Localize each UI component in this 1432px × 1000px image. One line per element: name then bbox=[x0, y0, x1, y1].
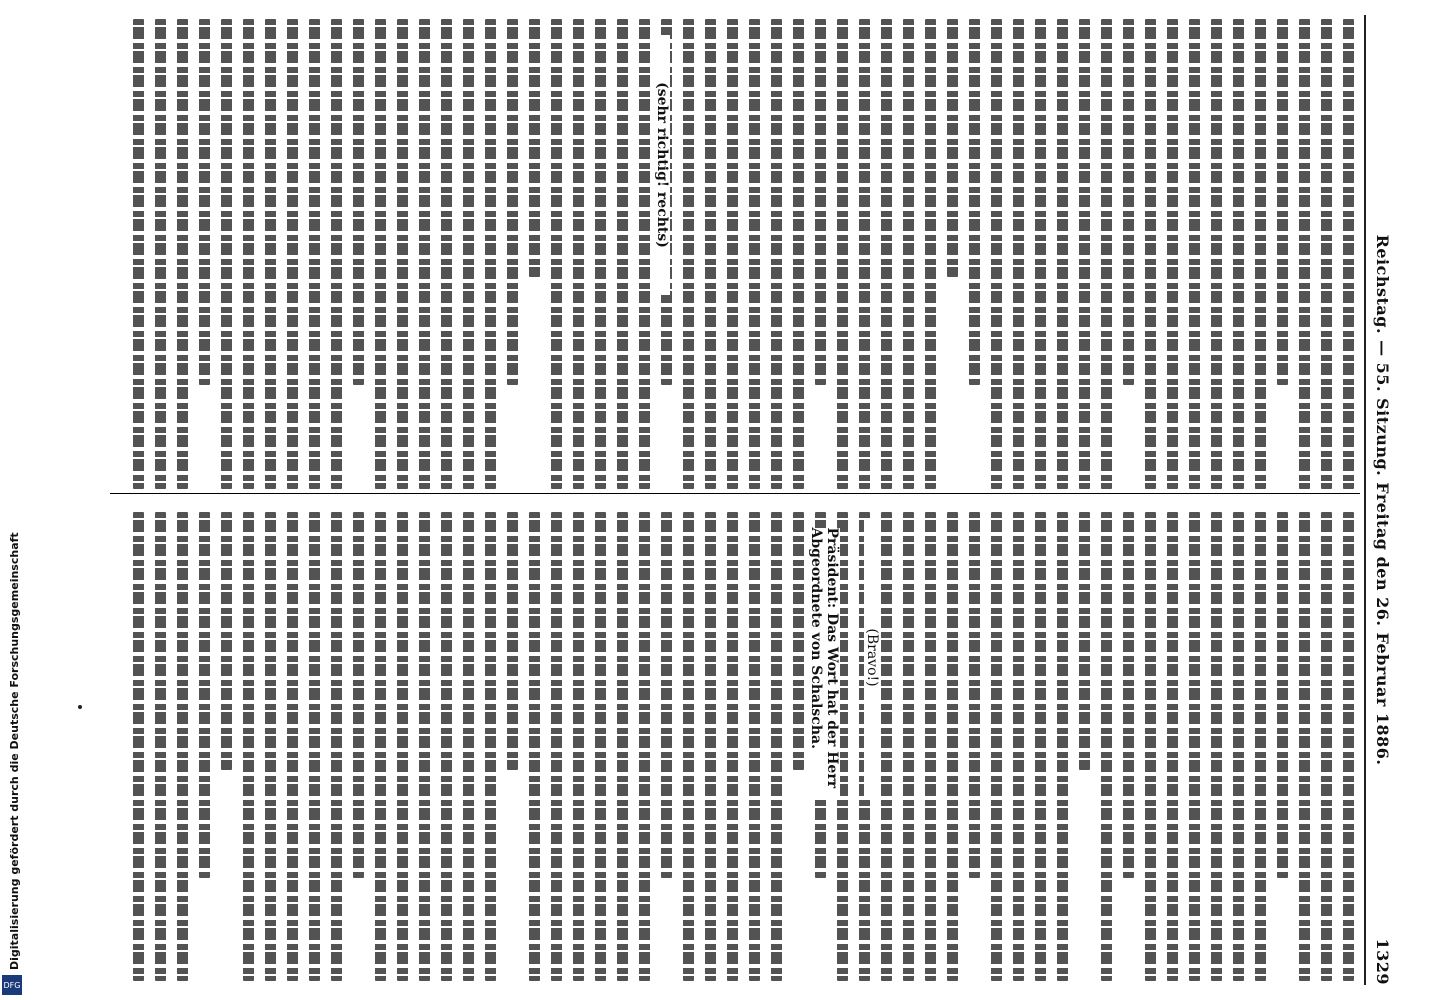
text-line bbox=[925, 512, 936, 982]
text-line bbox=[881, 19, 892, 489]
text-line bbox=[419, 512, 430, 982]
text-line bbox=[287, 19, 298, 489]
text-line bbox=[551, 512, 562, 982]
rotated-content bbox=[100, 15, 1400, 985]
text-line bbox=[1321, 512, 1332, 982]
page-number: 1329 bbox=[1373, 938, 1393, 985]
text-line bbox=[463, 19, 474, 489]
text-columns bbox=[110, 15, 1360, 985]
text-line bbox=[815, 19, 826, 385]
dfg-logo: DFG bbox=[2, 975, 22, 995]
text-line bbox=[771, 512, 782, 982]
text-line bbox=[1145, 19, 1156, 489]
text-line bbox=[1255, 19, 1266, 489]
text-line bbox=[617, 512, 628, 982]
text-line bbox=[529, 512, 540, 982]
text-line bbox=[155, 19, 166, 489]
text-line bbox=[639, 512, 650, 982]
text-line bbox=[441, 512, 452, 982]
scanned-page bbox=[100, 14, 1400, 986]
text-line bbox=[397, 512, 408, 982]
text-line bbox=[199, 19, 210, 385]
text-line bbox=[837, 19, 848, 489]
text-line bbox=[1277, 19, 1288, 385]
text-line bbox=[1079, 19, 1090, 489]
text-line bbox=[177, 512, 188, 982]
text-line bbox=[1189, 512, 1200, 982]
text-line bbox=[617, 19, 628, 489]
text-line bbox=[573, 512, 584, 982]
text-line bbox=[903, 19, 914, 489]
text-line bbox=[1321, 19, 1332, 489]
text-line bbox=[771, 19, 782, 489]
text-line bbox=[331, 19, 342, 489]
text-line bbox=[1189, 19, 1200, 489]
column-right bbox=[110, 508, 1360, 986]
text-line bbox=[991, 19, 1002, 489]
text-line bbox=[573, 19, 584, 489]
text-line bbox=[133, 19, 144, 489]
text-line bbox=[353, 512, 364, 878]
page-header bbox=[1364, 15, 1400, 985]
text-line bbox=[287, 512, 298, 982]
text-line bbox=[705, 512, 716, 982]
text-line bbox=[199, 512, 210, 878]
text-line bbox=[705, 19, 716, 489]
text-line bbox=[1167, 19, 1178, 489]
text-line bbox=[1167, 512, 1178, 982]
text-line bbox=[1101, 512, 1112, 982]
text-line bbox=[991, 512, 1002, 982]
text-line bbox=[221, 19, 232, 489]
text-line bbox=[177, 19, 188, 489]
text-line bbox=[463, 512, 474, 982]
text-line bbox=[1035, 512, 1046, 982]
text-line bbox=[727, 512, 738, 982]
text-line bbox=[749, 19, 760, 489]
text-line bbox=[1299, 512, 1310, 982]
text-line bbox=[309, 19, 320, 489]
text-line bbox=[507, 19, 518, 385]
header-title: Reichstag. — 55. Sitzung. Freitag den 26. Februar 1886. bbox=[1373, 234, 1393, 766]
text-line bbox=[1211, 512, 1222, 982]
text-line bbox=[331, 512, 342, 982]
text-line bbox=[133, 512, 144, 982]
text-line bbox=[1057, 512, 1068, 982]
text-line bbox=[639, 19, 650, 489]
text-line bbox=[309, 512, 320, 982]
text-line bbox=[485, 512, 496, 982]
text-line bbox=[1101, 19, 1112, 489]
text-line bbox=[221, 512, 232, 770]
scan-speck bbox=[78, 705, 82, 709]
text-line bbox=[1035, 19, 1046, 489]
text-line bbox=[793, 19, 804, 489]
text-line bbox=[727, 19, 738, 489]
text-line bbox=[969, 512, 980, 878]
text-line bbox=[485, 19, 496, 489]
text-line bbox=[1013, 512, 1024, 982]
text-line bbox=[1145, 512, 1156, 982]
text-line bbox=[1343, 19, 1354, 489]
text-line bbox=[925, 19, 936, 489]
text-line bbox=[529, 19, 540, 277]
text-line bbox=[661, 512, 672, 878]
president-speech: Präsident: Das Wort hat der Herr Abgeordnete von Schalscha. bbox=[808, 528, 840, 798]
text-line bbox=[1211, 19, 1222, 489]
text-line bbox=[1123, 19, 1134, 385]
text-line bbox=[397, 19, 408, 489]
bravo-note: (Bravo!) bbox=[864, 518, 880, 798]
text-line bbox=[1277, 512, 1288, 878]
text-line bbox=[375, 19, 386, 489]
text-line bbox=[595, 512, 606, 982]
text-line bbox=[683, 19, 694, 489]
text-line bbox=[375, 512, 386, 982]
text-line bbox=[1233, 512, 1244, 982]
text-line bbox=[683, 512, 694, 982]
text-line bbox=[1255, 512, 1266, 982]
text-line bbox=[947, 512, 958, 982]
text-line bbox=[155, 512, 166, 982]
text-line bbox=[1079, 512, 1090, 770]
text-line bbox=[419, 19, 430, 489]
text-line bbox=[265, 19, 276, 489]
text-line bbox=[265, 512, 276, 982]
text-line bbox=[1233, 19, 1244, 489]
text-line bbox=[947, 19, 958, 277]
text-line bbox=[243, 512, 254, 982]
text-line bbox=[243, 19, 254, 489]
digitization-note: Digitalisierung gefördert durch die Deutsche Forschungsgemeinschaft bbox=[8, 532, 21, 970]
column-left bbox=[110, 15, 1360, 494]
text-line bbox=[595, 19, 606, 489]
text-line bbox=[903, 512, 914, 982]
text-line bbox=[881, 512, 892, 982]
text-line bbox=[1343, 512, 1354, 982]
text-line bbox=[969, 19, 980, 385]
text-line bbox=[793, 512, 804, 770]
text-line bbox=[507, 512, 518, 770]
text-line bbox=[859, 19, 870, 489]
text-line bbox=[1057, 19, 1068, 489]
digitization-stamp bbox=[0, 0, 24, 1000]
text-line bbox=[1013, 19, 1024, 489]
text-line bbox=[441, 19, 452, 489]
column-right-lines bbox=[116, 512, 1354, 982]
text-line bbox=[749, 512, 760, 982]
text-line bbox=[353, 19, 364, 385]
text-line bbox=[1123, 512, 1134, 878]
text-line bbox=[551, 19, 562, 489]
column-left-lines bbox=[116, 19, 1354, 489]
applause-note: (sehr richtig! rechts) bbox=[654, 35, 670, 295]
text-line bbox=[1299, 19, 1310, 489]
